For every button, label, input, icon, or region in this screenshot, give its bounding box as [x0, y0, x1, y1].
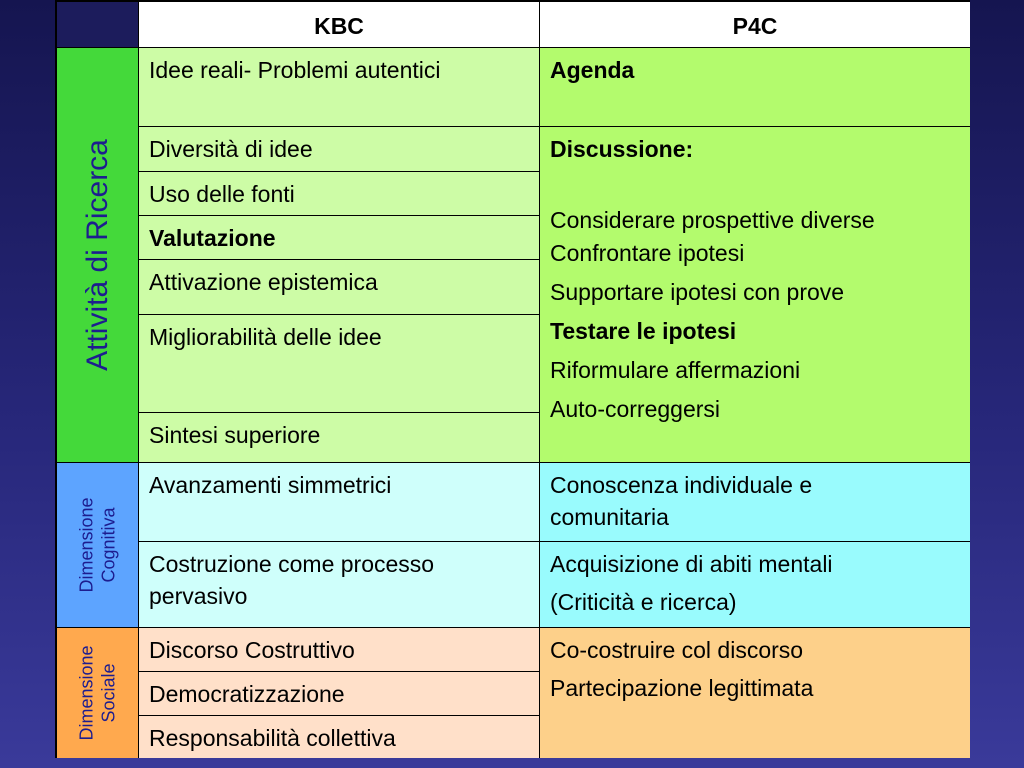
- kbc-discorso-costruttivo: Discorso Costruttivo: [139, 628, 540, 672]
- kbc-uso-fonti: Uso delle fonti: [139, 172, 540, 216]
- header-kbc: KBC: [139, 2, 540, 48]
- corner-cell: [57, 2, 139, 48]
- p4c-discussione-title: Discussione:: [550, 136, 694, 162]
- p4c-sociale-block: [540, 628, 970, 758]
- kbc-democratizzazione: Democratizzazione: [139, 672, 540, 716]
- p4c-partecipazione: Partecipazione legittimata: [550, 675, 814, 701]
- p4c-riformulare: Riformulare affermazioni: [550, 357, 801, 383]
- kbc-valutazione: Valutazione: [139, 216, 540, 260]
- p4c-supportare: Supportare ipotesi con prove: [550, 279, 845, 305]
- cognitiva-label: Dimensione Cognitiva: [76, 497, 119, 593]
- p4c-testare: Testare le ipotesi: [550, 318, 737, 344]
- p4c-co-costruire: Co-costruire col discorso: [550, 637, 804, 663]
- section-label-sociale: [57, 628, 139, 758]
- kbc-attivazione-epistemica: Attivazione epistemica: [139, 260, 540, 315]
- p4c-discussione-block: [540, 127, 970, 463]
- section-label-ricerca: [57, 48, 139, 463]
- p4c-confrontare: Confrontare ipotesi: [550, 240, 745, 266]
- kbc-costruzione-processo: Costruzione come processo pervasivo: [139, 542, 540, 628]
- comparison-table: [55, 0, 970, 758]
- section-label-cognitiva: [57, 463, 139, 628]
- kbc-sintesi-superiore: Sintesi superiore: [139, 413, 540, 463]
- kbc-diversita-idee: Diversità di idee: [139, 127, 540, 172]
- kbc-idee-reali: Idee reali- Problemi autentici: [139, 48, 540, 127]
- p4c-acquisizione-abiti: Acquisizione di abiti mentali (Criticità e ricerca): [540, 542, 970, 628]
- header-p4c: P4C: [540, 2, 970, 48]
- sociale-label: Dimensione Sociale: [76, 645, 119, 741]
- ricerca-label: Attività di Ricerca: [80, 139, 114, 371]
- p4c-auto-correggersi: Auto-correggersi: [550, 396, 721, 422]
- p4c-considerare: Considerare prospettive diverse: [550, 207, 875, 233]
- kbc-avanzamenti-simmetrici: Avanzamenti simmetrici: [139, 463, 540, 542]
- kbc-migliorabilita-idee: Migliorabilità delle idee: [139, 315, 540, 413]
- kbc-responsabilita-collettiva: Responsabilità collettiva: [139, 716, 540, 758]
- p4c-agenda: Agenda: [540, 48, 970, 127]
- p4c-conoscenza-individuale: Conoscenza individuale e comunitaria: [540, 463, 970, 542]
